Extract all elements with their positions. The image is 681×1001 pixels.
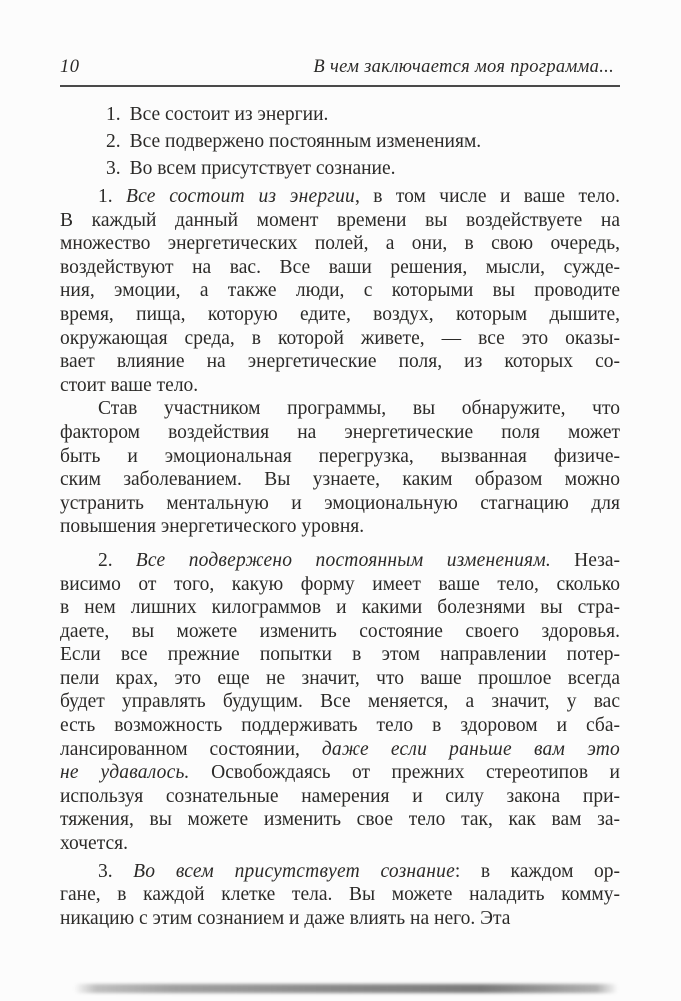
paragraph (60, 549, 620, 856)
paragraph (60, 860, 620, 931)
list-item-marker: 2. (106, 131, 121, 152)
paragraph-line: не удавалось. Освобождаясь от прежних стереотипов и (60, 762, 620, 784)
paragraph-line: окружающая среда, в которой живете, — все это оказы- (60, 327, 620, 349)
paragraph-line: тяжения, вы можете изменить свое тело так, как вам за- (60, 809, 620, 831)
paragraph-line: в нем лишних килограммов и какими болезнями вы стра- (60, 597, 620, 619)
list-item-text: Все состоит из энергии. (129, 104, 329, 125)
list-item-text: Во всем присутствует сознание. (129, 158, 396, 179)
paragraph-line: Если все прежние попытки в этом направлении потер- (60, 644, 620, 666)
page-number: 10 (60, 57, 80, 77)
paragraph-line: пели крах, это еще не значит, что ваше прошлое всегда (60, 667, 620, 689)
paragraph-line: Став участником программы, вы обнаружите, что (98, 398, 620, 420)
running-head (60, 56, 620, 87)
paragraph-line: есть возможность поддерживать тело в здоровом и сба- (60, 715, 620, 737)
page-bottom-shadow (74, 984, 618, 993)
paragraph-line: множество энергетических полей, а они, в свою очередь, (60, 233, 620, 255)
paragraph-line: даете, вы можете изменить состояние своего здоровья. (60, 620, 620, 642)
paragraph (60, 185, 620, 397)
paragraph-line: висимо от того, какую форму имеет ваше тело, сколько (60, 573, 620, 595)
paragraph-line: 1. Все состоит из энергии, в том числе и ваше тело. (98, 186, 620, 207)
paragraph-line: ния, эмоции, а также люди, с которыми вы проводите (60, 280, 620, 302)
paragraph-line: стоит ваше тело. (60, 374, 199, 396)
paragraph-line: будет управлять будущим. Все меняется, а значит, у вас (60, 691, 620, 713)
list-item-marker: 3. (106, 158, 121, 179)
list-item (60, 101, 620, 128)
list-item-text: Все подвержено постоянным изменениям. (129, 131, 482, 152)
list-item (60, 155, 620, 182)
paragraph-line: 2. Все подвержено постоянным изменениям. Неза- (98, 549, 620, 571)
paragraph (60, 397, 620, 539)
paragraph-line: устранить ментальную и эмоциональную стагнацию для (60, 492, 620, 514)
paragraph-line: гане, в каждой клетке тела. Вы можете наладить комму- (60, 884, 620, 906)
list-item-marker: 1. (106, 104, 121, 125)
body-text (60, 185, 620, 930)
paragraph-line: используя сознательные намерения и силу закона при- (60, 785, 620, 807)
paragraph-line: В каждый данный момент времени вы воздействуете на (60, 209, 620, 231)
paragraph-line: вает влияние на энергетические поля, из которых со- (60, 351, 620, 373)
running-title: В чем заключается моя программа... (313, 57, 614, 77)
paragraph-line: воздействуют на вас. Все ваши решения, мысли, сужде- (60, 256, 620, 278)
paragraph-line: ским заболеванием. Вы узнаете, каким образом можно (60, 469, 620, 491)
list-item (60, 128, 620, 155)
paragraph-line: хочется. (60, 833, 128, 855)
paragraph-line: быть и эмоциональная перегрузка, вызванная физиче- (60, 445, 620, 467)
intro-list (60, 101, 620, 182)
paragraph-line: фактором воздействия на энергетические поля может (60, 421, 620, 443)
paragraph-line: никацию с этим сознанием и даже влиять на него. Эта (60, 907, 511, 929)
paragraph-line: повышения энергетического уровня. (60, 516, 365, 538)
paragraph-line: 3. Во всем присутствует сознание: в каждом ор- (98, 860, 620, 882)
paragraph-line: время, пища, которую едите, воздух, которым дышите, (60, 303, 620, 325)
paragraph-line: лансированном состоянии, даже если раньше вам это (60, 738, 620, 760)
